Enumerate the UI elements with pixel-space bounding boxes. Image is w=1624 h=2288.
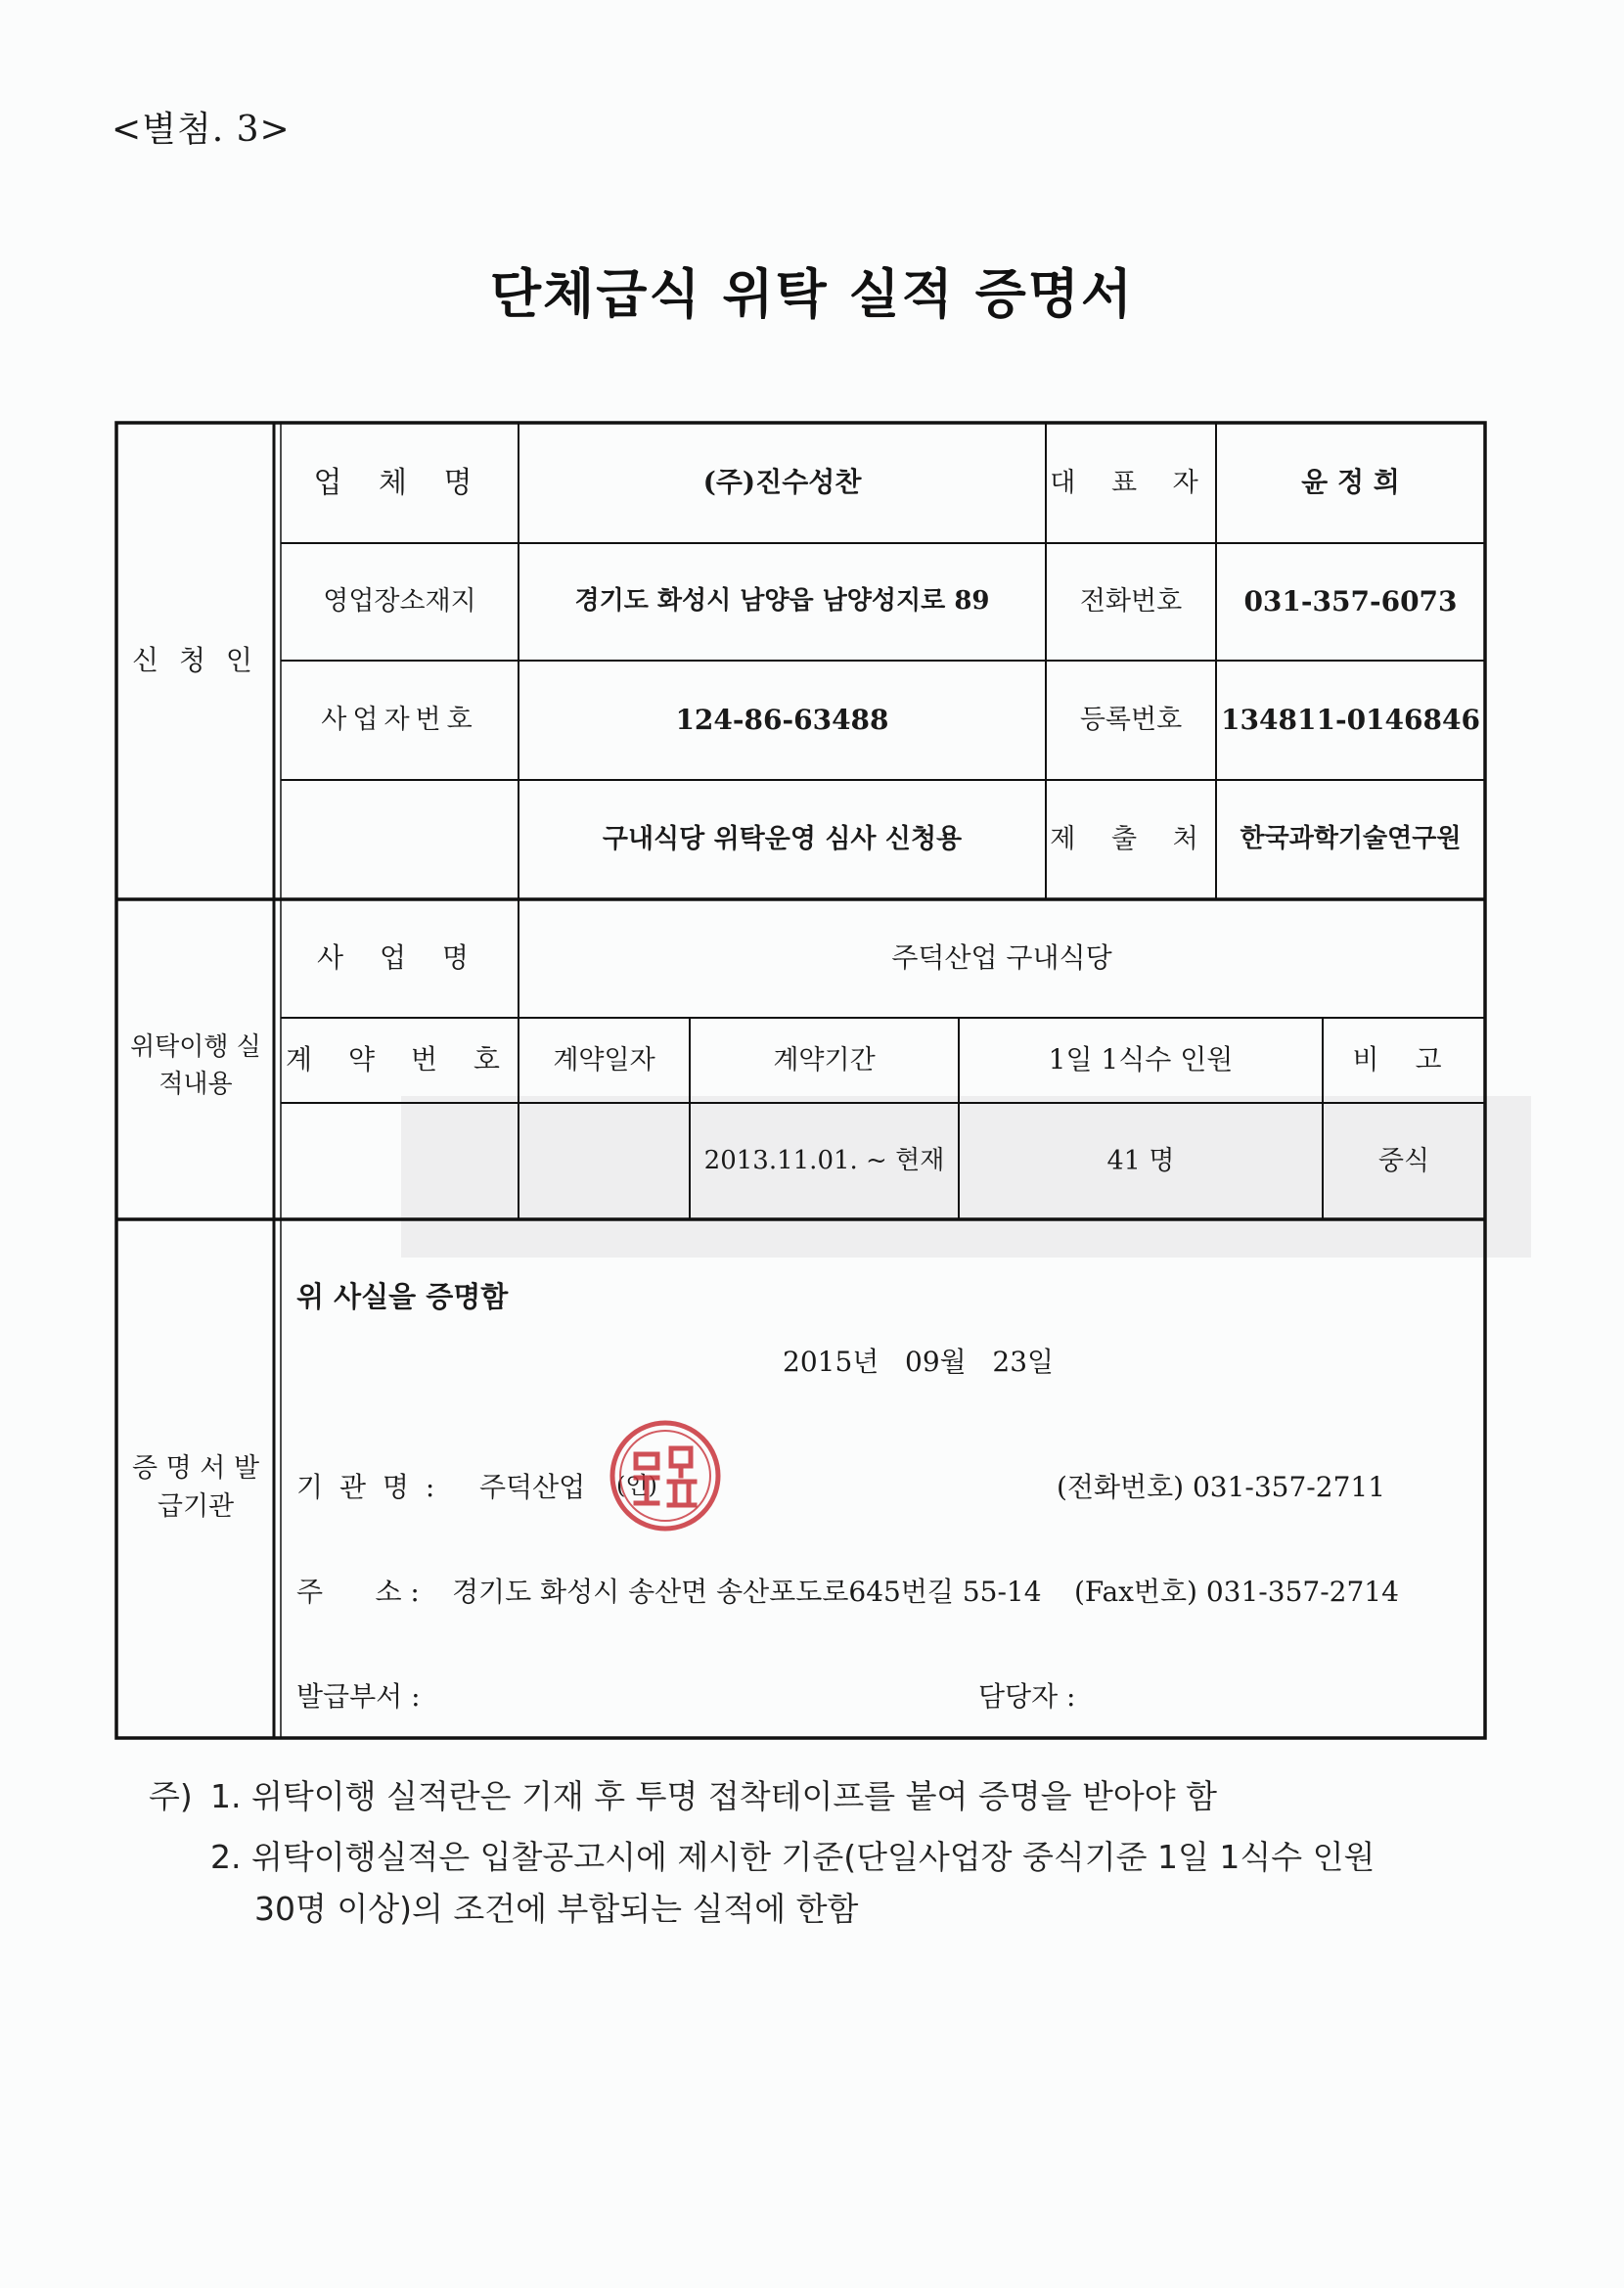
phone-number: 031-357-6073 [1243,584,1458,618]
note-item: 2. 위탁이행실적은 입찰공고시에 제시한 기준(단일사업장 중식기준 1일 1식수 인원 [210,1838,1376,1876]
org-name: 주덕산업 [479,1471,586,1503]
regno-label: 등록번호 [1079,705,1183,736]
org-label: 기 관 명 : [296,1471,439,1503]
row-remarks: 중식 [1377,1145,1430,1176]
org-fax: (Fax번호) 031-357-2714 [1074,1576,1399,1608]
header-meal-count: 1일 1식수 인원 [1048,1043,1234,1076]
org-address: 경기도 화성시 송산면 송산포도로645번길 55-14 [452,1576,1042,1608]
note-item: 30명 이상)의 조건에 부합되는 실적에 한함 [254,1890,859,1928]
header-contract-period: 계약기간 [773,1044,876,1075]
project-name: 주덕산업 구내식당 [891,941,1112,975]
address-label: 영업장소재지 [323,586,476,618]
rep-name: 윤 정 희 [1301,466,1400,499]
note-item: 1. 위탁이행 실적란은 기재 후 투명 접착테이프를 붙여 증명을 받아야 함 [210,1777,1217,1815]
rep-label: 대 표 자 [1050,467,1212,498]
header-remarks: 비 고 [1352,1043,1456,1076]
registration-number: 134811-0146846 [1221,703,1480,736]
phone-label: 전화번호 [1079,586,1183,618]
submit-to: 한국과학기술연구원 [1240,824,1462,854]
issue-date: 2015년 09월 23일 [783,1346,1055,1378]
official-seal [607,1417,724,1534]
seal-mark: (인) [616,1472,657,1499]
business-number: 124-86-63488 [675,703,889,736]
notes-prefix: 주) [149,1777,193,1815]
certification-statement: 위 사실을 증명함 [296,1280,509,1313]
applicant-section-label: 신 청 인 [132,644,258,677]
row-contract-period: 2013.11.01. ~ 현재 [703,1145,945,1175]
document-title: 단체급식 위탁 실적 증명서 [489,263,1135,325]
row-meal-count: 41 명 [1106,1145,1175,1176]
org-address-label: 주 소 : [296,1576,420,1608]
header-contract-date: 계약일자 [553,1044,655,1075]
issuing-dept-label: 발급부서 : [296,1680,421,1713]
company-label: 업 체 명 [313,465,486,500]
project-label: 사 업 명 [317,941,482,975]
header-contract-no: 계 약 번 호 [286,1043,514,1076]
performance-section-label: 위탁이행 실적내용 [130,1032,261,1099]
certifier-section-label: 증 명 서 발급기관 [131,1452,260,1522]
row-contract-date [519,1103,690,1219]
manager-label: 담당자 : [978,1680,1076,1713]
row-contract-no [281,1103,519,1219]
attachment-ref: <별첨. 3> [112,110,291,150]
purpose-text: 구내식당 위탁운영 심사 신청용 [602,824,963,855]
submit-label: 제 출 처 [1050,824,1212,855]
org-phone: (전화번호) 031-357-2711 [1057,1471,1386,1503]
bizno-label: 사업자번호 [321,705,478,736]
company-name: (주)진수성찬 [702,466,862,499]
business-address: 경기도 화성시 남양읍 남양성지로 89 [574,586,990,617]
